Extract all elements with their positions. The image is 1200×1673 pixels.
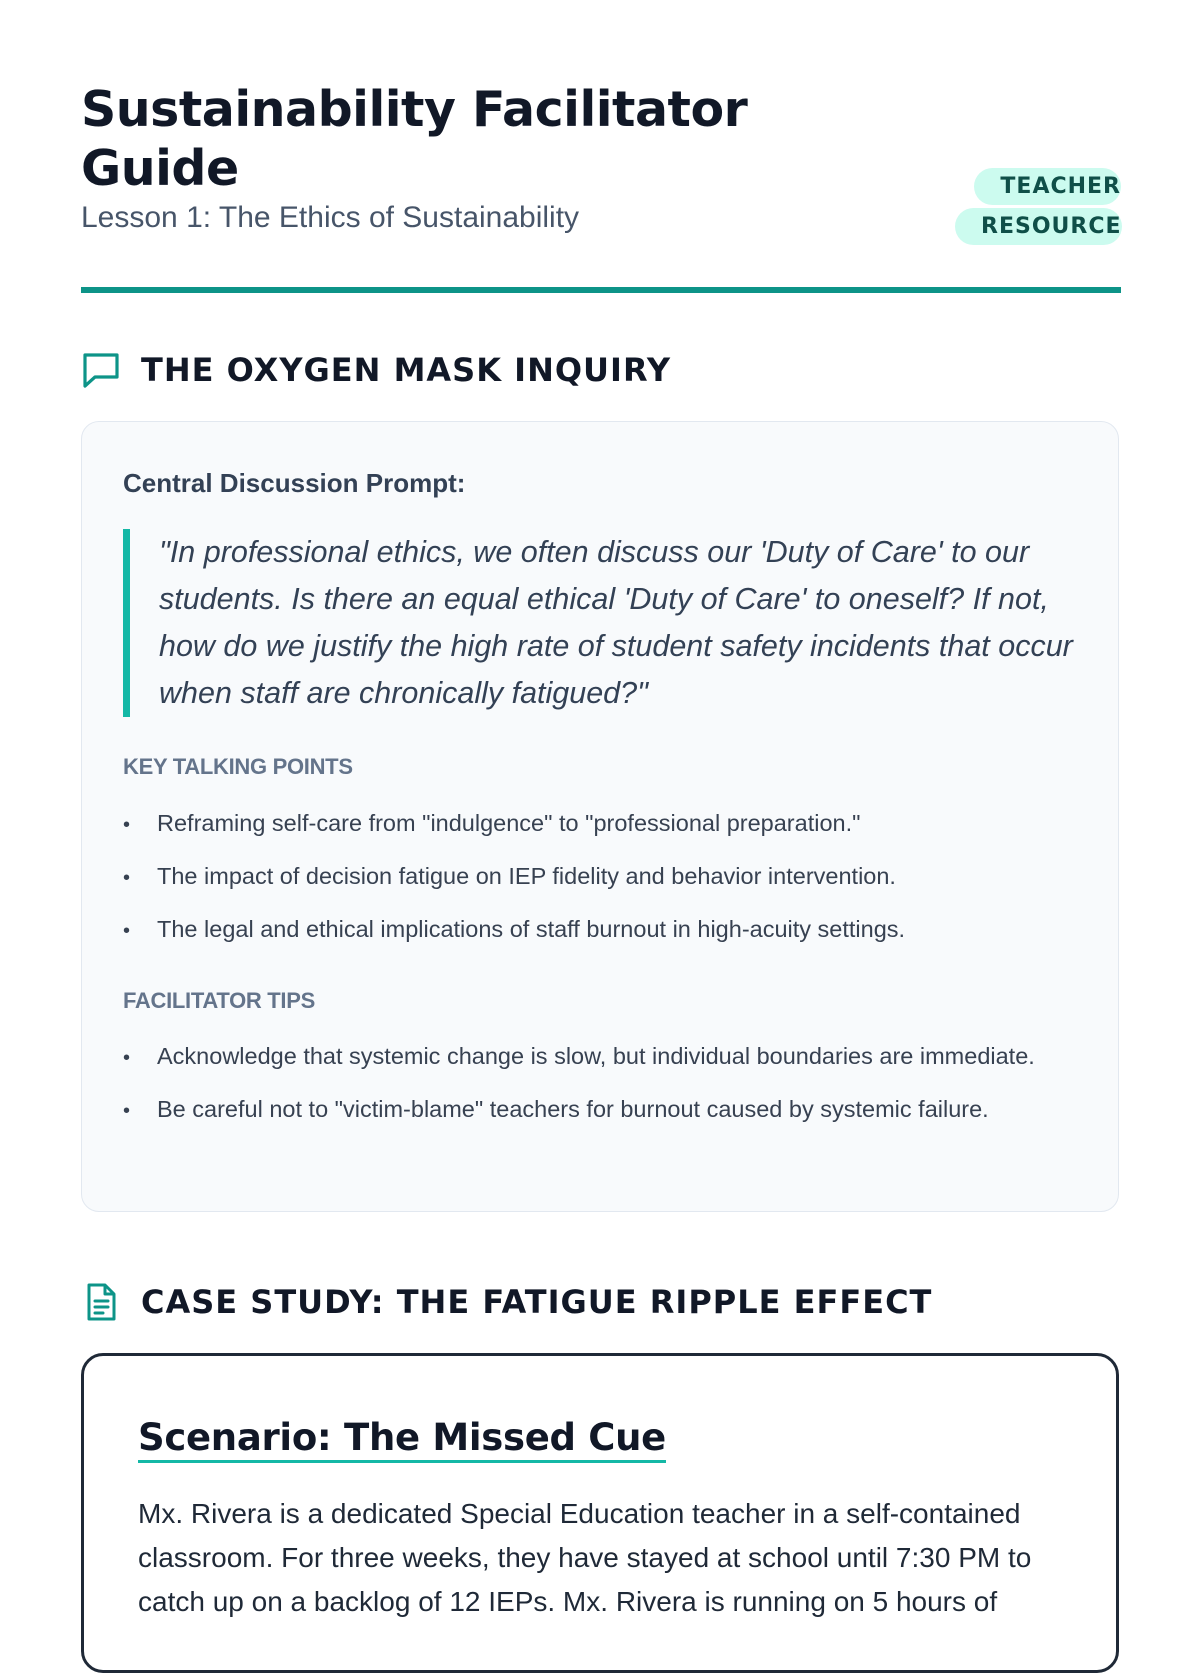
bullet-icon: • [123, 867, 131, 889]
prompt-label: Central Discussion Prompt: [123, 468, 466, 498]
header [81, 0, 1121, 285]
header-divider [81, 287, 1121, 293]
list-item [123, 1037, 1073, 1078]
scenario-body: Mx. Rivera is a dedicated Special Education teacher in a self-contained classroom. For three weeks, they have stayed at school until 7:30 PM to catch up on a backlog of 12 IEPs. Mx. Rivera is running on 5 hours of [138, 1498, 1032, 1617]
key-talking-points-heading: KEY TALKING POINTS [123, 754, 353, 779]
oxygen-mask-section-header [81, 350, 671, 390]
facilitator-tips-heading: FACILITATOR TIPS [123, 988, 315, 1013]
bullet-icon: • [123, 814, 131, 836]
bullet-icon: • [123, 920, 131, 942]
list-item-text: The impact of decision fatigue on IEP fidelity and behavior intervention. [157, 863, 896, 889]
list-item-text: Acknowledge that systemic change is slow, but individual boundaries are immediate. [157, 1043, 1035, 1069]
list-item-text: Be careful not to "victim-blame" teachers for burnout caused by systemic failure. [157, 1096, 989, 1122]
case-study-card [81, 1353, 1119, 1673]
bullet-icon: • [123, 1100, 131, 1122]
scenario-title: Scenario: The Missed Cue [138, 1416, 666, 1463]
case-study-heading: CASE STUDY: THE FATIGUE RIPPLE EFFECT [141, 1283, 933, 1321]
case-study-section-header [81, 1282, 932, 1322]
inquiry-card [81, 421, 1119, 1212]
badge-label: TEACHER RESOURCE [955, 168, 1122, 245]
list-item [123, 1090, 1073, 1131]
document-icon [81, 1282, 121, 1322]
page-subtitle: Lesson 1: The Ethics of Sustainability [81, 201, 580, 234]
bullet-icon: • [123, 1047, 131, 1069]
page [81, 0, 1122, 1617]
list-item [123, 857, 1073, 898]
oxygen-mask-heading: THE OXYGEN MASK INQUIRY [141, 351, 671, 389]
page-title: Sustainability Facilitator Guide [81, 81, 748, 197]
discussion-quote: "In professional ethics, we often discuss our 'Duty of Care' to our students. Is there an equal ethical 'Duty of Care' to oneself? If not, how do we justify the high rate of student safety incidents that occur when staff are chronically fatigued?" [123, 529, 1078, 717]
list-item [123, 910, 1073, 951]
list-item [123, 804, 1073, 845]
key-talking-points-list [123, 804, 1073, 963]
teacher-resource-badge [955, 167, 1121, 247]
list-item-text: Reframing self-care from "indulgence" to "professional preparation." [157, 810, 861, 836]
chat-bubble-icon [81, 350, 121, 390]
facilitator-tips-list [123, 1037, 1073, 1143]
list-item-text: The legal and ethical implications of staff burnout in high-acuity settings. [157, 916, 906, 942]
